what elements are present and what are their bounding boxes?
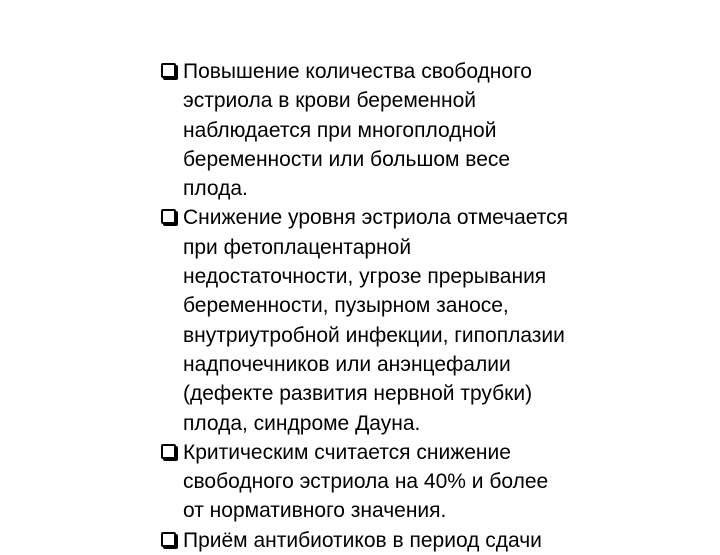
bullet-text-line: беременности или большом весе xyxy=(183,147,511,171)
bullet-text-line: от нормативного значения. xyxy=(183,499,447,523)
bullet-text-line: наблюдается при многоплодной xyxy=(183,118,497,142)
bullet-text-line: Снижение уровня эстриола отмечается xyxy=(183,206,568,230)
checkbox-square-bullet-icon xyxy=(161,209,176,224)
bullet-item-estriol-decrease xyxy=(158,203,638,437)
bullet-text-line: недостаточности, угрозе прерывания xyxy=(183,265,547,289)
bullet-text-line: эстриола в крови беременной xyxy=(183,89,477,113)
checkbox-square-bullet-icon xyxy=(161,444,176,459)
bullet-text-line: плода, синдроме Дауна. xyxy=(183,411,421,435)
bullet-list xyxy=(158,57,638,555)
bullet-text-line: (дефекте развития нервной трубки) xyxy=(183,382,533,406)
bullet-text-line: при фетоплацентарной xyxy=(183,235,412,259)
bullet-text-line: внутриутробной инфекции, гипоплазии xyxy=(183,323,565,347)
checkbox-square-bullet-icon xyxy=(161,532,176,547)
bullet-text-line: свободного эстриола на 40% и более xyxy=(183,470,549,494)
bullet-text-line: надпочечников или анэнцефалии xyxy=(183,352,511,376)
bullet-item-estriol-increase xyxy=(158,57,638,203)
bullet-text-line: Повышение количества свободного xyxy=(183,60,532,83)
bullet-text-line: Приём антибиотиков в период сдачи xyxy=(183,528,542,552)
bullet-text-line: беременности, пузырном заносе, xyxy=(183,294,509,318)
bullet-text-line: плода. xyxy=(183,177,248,201)
checkbox-square-bullet-icon xyxy=(161,63,176,78)
bullet-item-antibiotics xyxy=(158,526,638,555)
bullet-item-critical-decrease xyxy=(158,438,638,526)
bullet-text-line: Критическим считается снижение xyxy=(183,440,511,464)
